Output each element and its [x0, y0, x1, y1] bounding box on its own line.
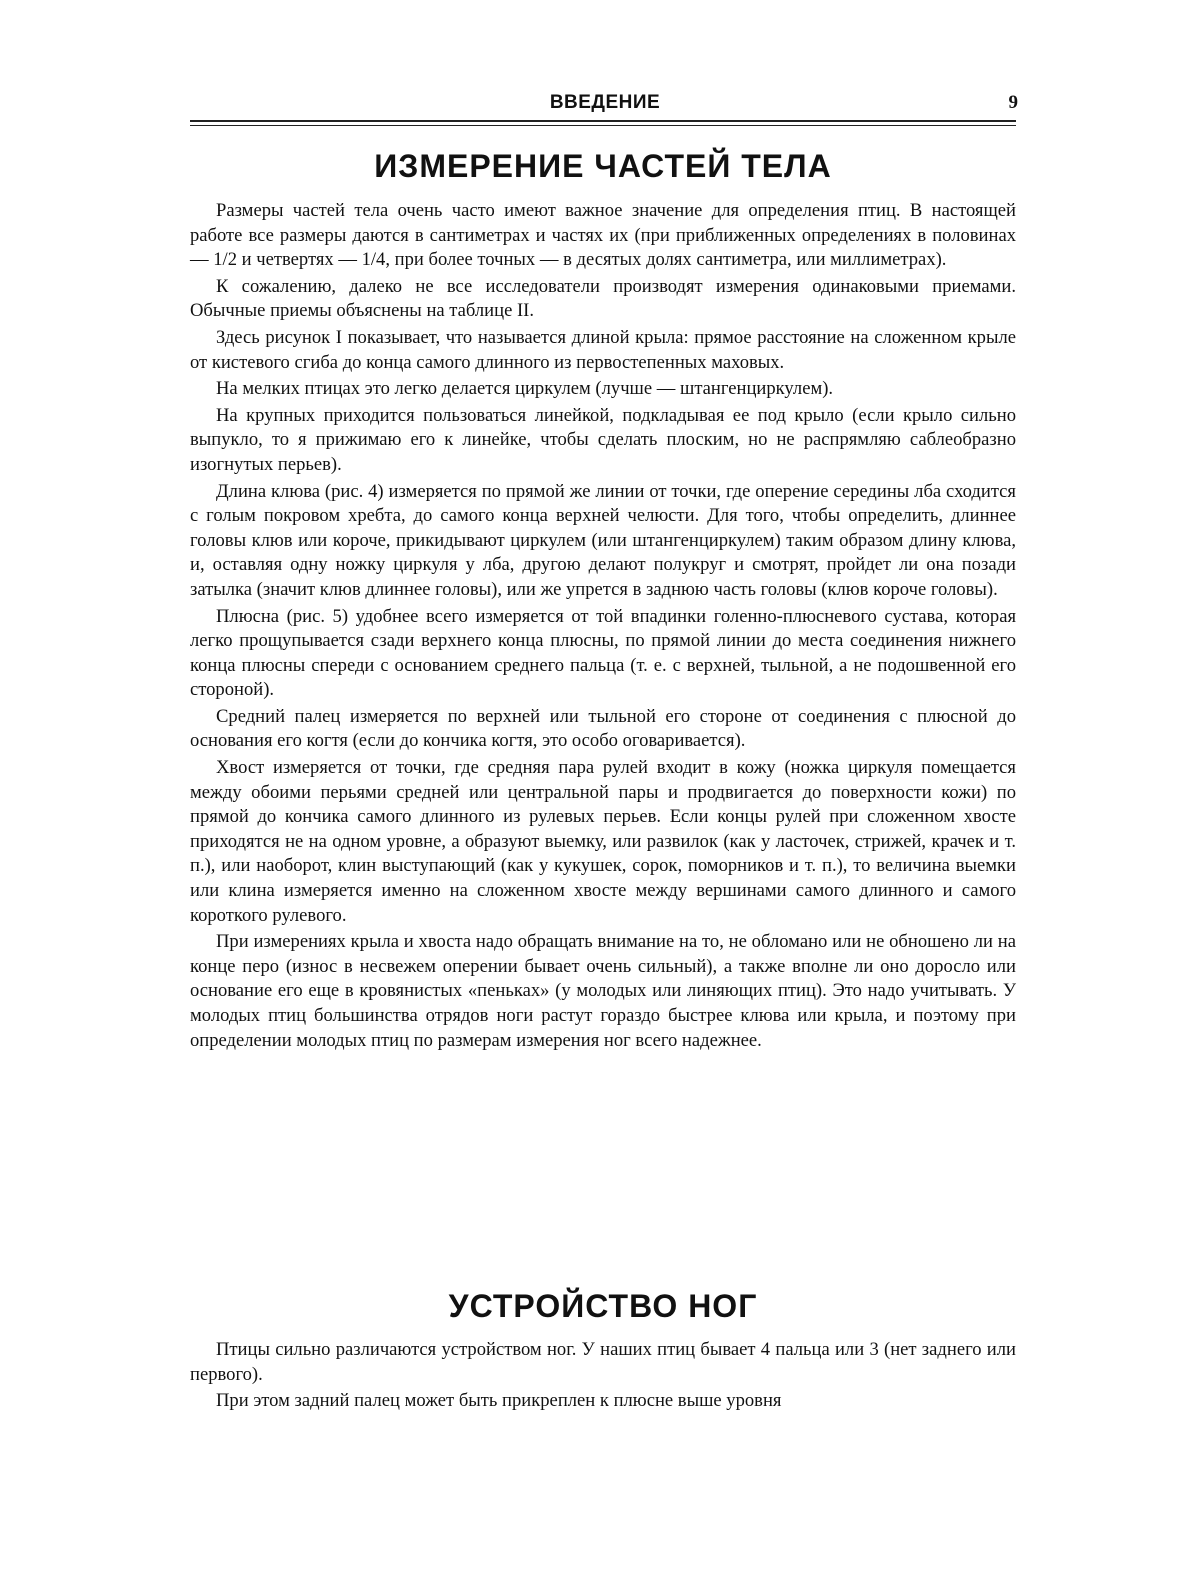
paragraph: Плюсна (рис. 5) удобнее всего измеряется от той впадинки голенно-плюсневого сустава, которая легко прощупывается сзади верхнего конца плюсны, по прямой линии до места соединения нижнего конца плюсны спереди с основанием среднего пальца (т. е. с верхней, тыльной, а не подошвенной его стороной).	[190, 605, 1016, 701]
paragraph: При этом задний палец может быть прикреплен к плюсне выше уровня	[216, 1390, 782, 1412]
section-body-measurements	[190, 199, 1016, 1055]
paragraph: Размеры частей тела очень часто имеют важное значение для определения птиц. В настоящей работе все размеры даются в сантиметрах и частях их (при приближенных определениях в половинах — 1/2 и четвертях — 1/4, при более точных — в десятых долях сантиметра, или миллиметрах).	[190, 200, 1016, 271]
section-body-legs	[190, 1338, 1016, 1416]
page-number: 9	[1008, 92, 1018, 113]
paragraph: Здесь рисунок I показывает, что называется длиной крыла: прямое расстояние на сложенном крыле от кистевого сгиба до конца самого длинного из первостепенных маховых.	[190, 326, 1016, 373]
running-title: ВВЕДЕНИЕ	[549, 92, 661, 113]
paragraph: Птицы сильно различаются устройством ног. У наших птиц бывает 4 пальца или 3 (нет заднего или первого).	[190, 1339, 1016, 1385]
section-heading-legs: УСТРОЙСТВО НОГ	[448, 1288, 758, 1324]
paragraph: Длина клюва (рис. 4) измеряется по прямой же линии от точки, где оперение середины лба сходится с голым покровом хребта, до самого конца верхней челюсти. Для того, чтобы определить, длиннее головы клюв или короче, прикидывают циркулем (или штангенциркулем) таким образом длину клюва, и, оставляя одну ножку циркуля у лба, другою делают полукруг и смотрят, пройдет ли она позади затылка (значит клюв длиннее головы), или же упрется в заднюю часть головы (клюв короче головы).	[190, 480, 1016, 600]
paragraph: На крупных приходится пользоваться линейкой, подкладывая ее под крыло (если крыло сильно выпукло, то я прижимаю его к линейке, чтобы сделать плоским, но не распрямляю саблеобразно изогнутых перьев).	[190, 404, 1016, 475]
paragraph: Средний палец измеряется по верхней или тыльной его стороне от соединения с плюсной до основания его когтя (если до кончика когтя, это особо оговаривается).	[190, 705, 1016, 752]
paragraph: При измерениях крыла и хвоста надо обращать внимание на то, не обломано или не обношено ли на конце перо (износ в несвежем оперении бывает очень сильный), а также вполне ли оно доросло или основание его еще в кровянистых «пеньках» (у молодых или линяющих птиц). Это надо учитывать. У молодых птиц большинства отрядов ноги растут гораздо быстрее клюва или крыла, и поэтому при определении молодых птиц по размерам измерения ног всего надежнее.	[190, 931, 1016, 1051]
paragraph: Хвост измеряется от точки, где средняя пара рулей входит в кожу (ножка циркуля помещается между обоими перьями средней или центральной пары и продвигается до поверхности кожи) по прямой до кончика самого длинного из рулевых перьев. Если концы рулей при сложенном хвосте приходятся не на одном уровне, а образуют выемку, или развилок (как у ласточек, стрижей, крачек и т. п.), или наоборот, клин выступающий (как у кукушек, сорок, поморников и т. п.), то величина выемки или клина измеряется именно на сложенном хвосте между вершинами самого длинного и самого короткого рулевого.	[190, 757, 1016, 926]
header-rule-thick	[190, 120, 1016, 122]
paragraph: На мелких птицах это легко делается циркулем (лучше — штангенциркулем).	[216, 378, 834, 400]
header-rule-thin	[190, 125, 1016, 126]
running-header	[190, 88, 1020, 118]
section-heading-measurements: ИЗМЕРЕНИЕ ЧАСТЕЙ ТЕЛА	[374, 148, 832, 184]
paragraph: К сожалению, далеко не все исследователи производят измерения одинаковыми приемами. Обычные приемы объяснены на таблице II.	[190, 275, 1016, 322]
